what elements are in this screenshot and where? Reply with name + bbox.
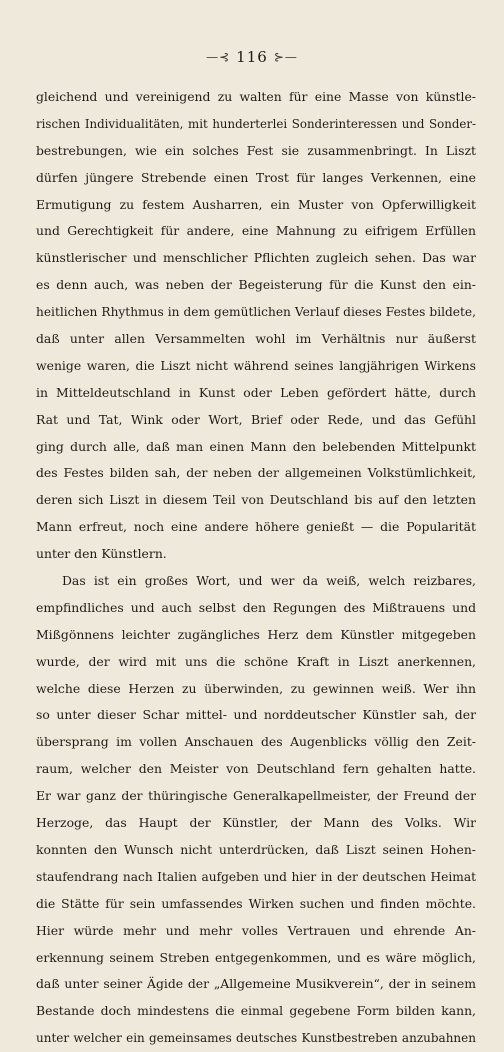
text-line: empfindliches und auch selbst den Regungen des Mißtrauens und [36, 599, 476, 615]
body-text [36, 84, 476, 1052]
text-line: Das ist ein großes Wort, und wer da weiß, welch reizbares, [62, 573, 476, 589]
text-line: erkennung seinem Streben entgegenkommen, und es wäre möglich, [36, 949, 476, 965]
text-line: bestrebungen, wie ein solches Fest sie zusammenbringt. In Liszt [36, 142, 476, 158]
text-line: wurde, der wird mit uns die schöne Kraft in Liszt anerkennen, [36, 653, 476, 669]
text-line: raum, welcher den Meister von Deutschland fern gehalten hatte. [36, 761, 476, 777]
text-line: welche diese Herzen zu überwinden, zu gewinnen weiß. Wer ihn [36, 680, 476, 696]
ornament-left: —⊰ [206, 50, 231, 64]
text-line: Ermutigung zu festem Ausharren, ein Muster von Opferwilligkeit [36, 196, 476, 212]
text-line: Hier würde mehr und mehr volles Vertrauen und ehrende An- [36, 922, 476, 938]
text-line: wenige waren, die Liszt nicht während seines langjährigen Wirkens [36, 357, 476, 373]
text-line: unter welcher ein gemeinsames deutsches Kunstbestreben anzubahnen [36, 1031, 476, 1046]
text-line: Mann erfreut, noch eine andere höhere genießt — die Popularität [36, 519, 476, 535]
text-line: Bestande doch mindestens die einmal gegebene Form bilden kann, [36, 1003, 476, 1019]
text-line: die Stätte für sein umfassendes Wirken suchen und finden möchte. [36, 895, 476, 911]
text-line: Herzoge, das Haupt der Künstler, der Mann des Volks. Wir [36, 815, 476, 831]
page-header [0, 48, 504, 66]
text-line: Er war ganz der thüringische Generalkapellmeister, der Freund der [36, 788, 476, 804]
text-line: künstlerischer und menschlicher Pflichten zugleich sehen. Das war [36, 250, 476, 266]
text-line: ging durch alle, daß man einen Mann den belebenden Mittelpunkt [36, 438, 476, 454]
ornament-right: ⊱— [273, 50, 298, 64]
text-line: rischen Individualitäten, mit hunderterlei Sonderinteressen und Sonder- [36, 116, 476, 131]
page-number: 116 [236, 48, 268, 66]
text-line: so unter dieser Schar mittel- und norddeutscher Künstler sah, der [36, 707, 476, 723]
text-line: konnten den Wunsch nicht unterdrücken, daß Liszt seinen Hohen- [36, 841, 476, 857]
text-line: übersprang im vollen Anschauen des Augenblicks völlig den Zeit- [36, 734, 476, 750]
text-line: Mißgönnens leichter zugängliches Herz dem Künstler mitgegeben [36, 626, 476, 642]
text-line: es denn auch, was neben der Begeisterung für die Kunst den ein- [36, 277, 476, 293]
text-line: unter den Künstlern. [36, 546, 167, 562]
text-line: daß unter allen Versammelten wohl im Verhältnis nur äußerst [36, 331, 476, 347]
text-line: staufendrang nach Italien aufgeben und hier in der deutschen Heimat [36, 869, 476, 884]
text-line: in Mitteldeutschland in Kunst oder Leben gefördert hätte, durch [36, 384, 476, 400]
text-line: Rat und Tat, Wink oder Wort, Brief oder Rede, und das Gefühl [36, 411, 476, 427]
text-line: daß unter seiner Ägide der „Allgemeine Musikverein“, der in seinem [36, 976, 476, 992]
text-line: gleichend und vereinigend zu walten für eine Masse von künstle- [36, 89, 476, 104]
text-line: und Gerechtigkeit für andere, eine Mahnung zu eifrigem Erfüllen [36, 223, 476, 239]
text-line: des Festes bilden sah, der neben der allgemeinen Volkstümlichkeit, [36, 465, 476, 481]
text-line: heitlichen Rhythmus in dem gemütlichen Verlauf dieses Festes bildete, [36, 305, 476, 320]
text-line: dürfen jüngere Strebende einen Trost für langes Verkennen, eine [36, 169, 476, 185]
text-line: deren sich Liszt in diesem Teil von Deutschland bis auf den letzten [36, 492, 476, 508]
